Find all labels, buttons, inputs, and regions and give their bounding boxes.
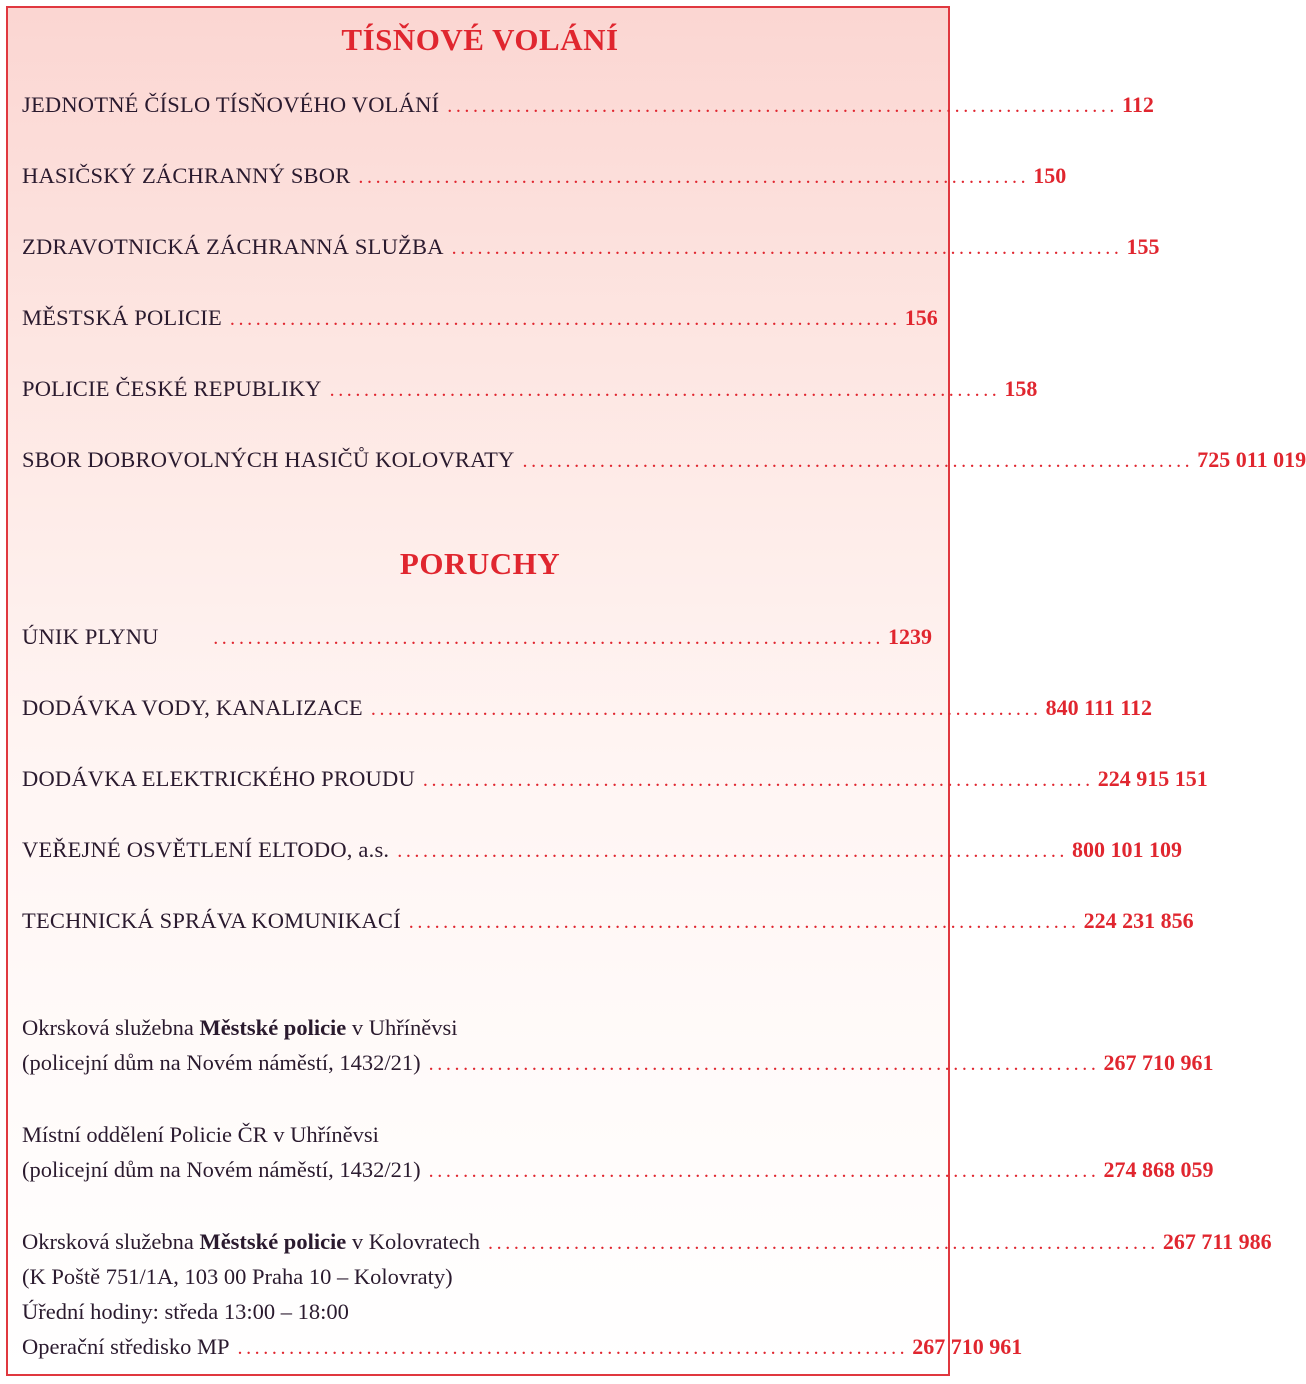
dot-leader: .............................................................................. [447,95,1119,117]
phone-number: 800 101 109 [1072,837,1183,862]
emergency-row-156 [22,305,938,335]
emergency-row-150 [22,163,1067,193]
dot-leader: .............................................................................. [451,237,1123,259]
phone-number: 158 [1004,376,1038,401]
dot-leader: .............................................................................. [229,308,901,330]
phone-number: 267 711 986 [1162,1229,1272,1254]
phone-number: 267 710 961 [1103,1050,1214,1075]
dot-leader: .............................................................................. [370,698,1042,720]
emergency-label: ZDRAVOTNICKÁ ZÁCHRANNÁ SLUŽBA [22,234,444,259]
office2-title: Místní oddělení Policie ČR v Uhříněvsi [22,1122,379,1147]
dot-leader: .............................................................................. [329,379,1001,401]
office3-title-bold: Městské policie [199,1229,347,1254]
emergency-label: HASIČSKÝ ZÁCHRANNÝ SBOR [22,163,351,188]
dot-leader: .............................................................................. [488,1232,1159,1254]
office2-address-row [22,1157,1214,1187]
office2-address: (policejní dům na Novém náměstí, 1432/21) [22,1157,421,1182]
phone-number: 267 710 961 [912,1334,1023,1359]
office1-address-row [22,1050,1214,1080]
phone-number: 1239 [888,624,932,649]
fault-row-gas [22,624,932,654]
office1-title [22,1015,932,1045]
office1-title-post: v Uhříněvsi [346,1015,458,1040]
phone-number: 155 [1126,234,1160,259]
dot-leader: .............................................................................. [408,911,1080,933]
office1-title-pre: Okrsková služebna [22,1015,200,1040]
office3-title-row [22,1229,1272,1259]
office3-address: (K Poště 751/1A, 103 00 Praha 10 – Kolovraty) [22,1264,453,1289]
emergency-row-155 [22,234,1160,264]
fault-label: TECHNICKÁ SPRÁVA KOMUNIKACÍ [22,908,401,933]
fault-label: VEŘEJNÉ OSVĚTLENÍ ELTODO, a.s. [22,837,390,862]
emergency-label: JEDNOTNÉ ČÍSLO TÍSŇOVÉHO VOLÁNÍ [22,92,440,117]
phone-number: 224 915 151 [1097,766,1208,791]
dot-leader: .............................................................................. [397,840,1069,862]
emergency-row-112 [22,92,1154,122]
faults-heading: PORUCHY [399,546,561,581]
fault-label: DODÁVKA VODY, KANALIZACE [22,695,363,720]
dispatch-row [22,1334,1023,1364]
phone-number: 224 231 856 [1083,908,1194,933]
dot-leader: .............................................................................. [428,1053,1100,1075]
office3-title-post: v Kolovratech [346,1229,481,1254]
fault-row-electricity [22,766,1208,796]
fault-row-lighting [22,837,1183,867]
fault-row-roads [22,908,1194,938]
dot-leader: .............................................................................. [358,166,1030,188]
dot-leader: .............................................................................. [522,450,1194,472]
dot-leader: .............................................................................. [422,769,1094,791]
office3-title-pre: Okrsková služebna [22,1229,200,1254]
phone-number: 725 011 019 [1197,447,1306,472]
phone-number: 274 868 059 [1103,1157,1214,1182]
emergency-label: SBOR DOBROVOLNÝCH HASIČŮ KOLOVRATY [22,447,515,472]
fault-row-water [22,695,1153,725]
dot-leader: .............................................................................. [213,627,884,649]
office1-address: (policejní dům na Novém náměstí, 1432/21) [22,1050,421,1075]
fault-label: DODÁVKA ELEKTRICKÉHO PROUDU [22,766,415,791]
office1-title-bold: Městské policie [199,1015,347,1040]
emergency-label: POLICIE ČESKÉ REPUBLIKY [22,376,322,401]
emergency-row-sdh [22,447,1306,477]
emergency-label: MĚSTSKÁ POLICIE [22,305,222,330]
phone-number: 150 [1033,163,1067,188]
emergency-heading: TÍSŇOVÉ VOLÁNÍ [341,22,619,57]
phone-number: 112 [1122,92,1154,117]
office3-title [22,1229,480,1255]
dot-leader: .............................................................................. [428,1160,1100,1182]
dispatch-label: Operační středisko MP [22,1334,230,1359]
office3-hours: Úřední hodiny: středa 13:00 – 18:00 [22,1299,349,1324]
dot-leader: .............................................................................. [237,1337,909,1359]
phone-number: 840 111 112 [1045,695,1153,720]
emergency-row-158 [22,376,1038,406]
fault-label: ÚNIK PLYNU [22,624,159,649]
phone-number: 156 [904,305,938,330]
